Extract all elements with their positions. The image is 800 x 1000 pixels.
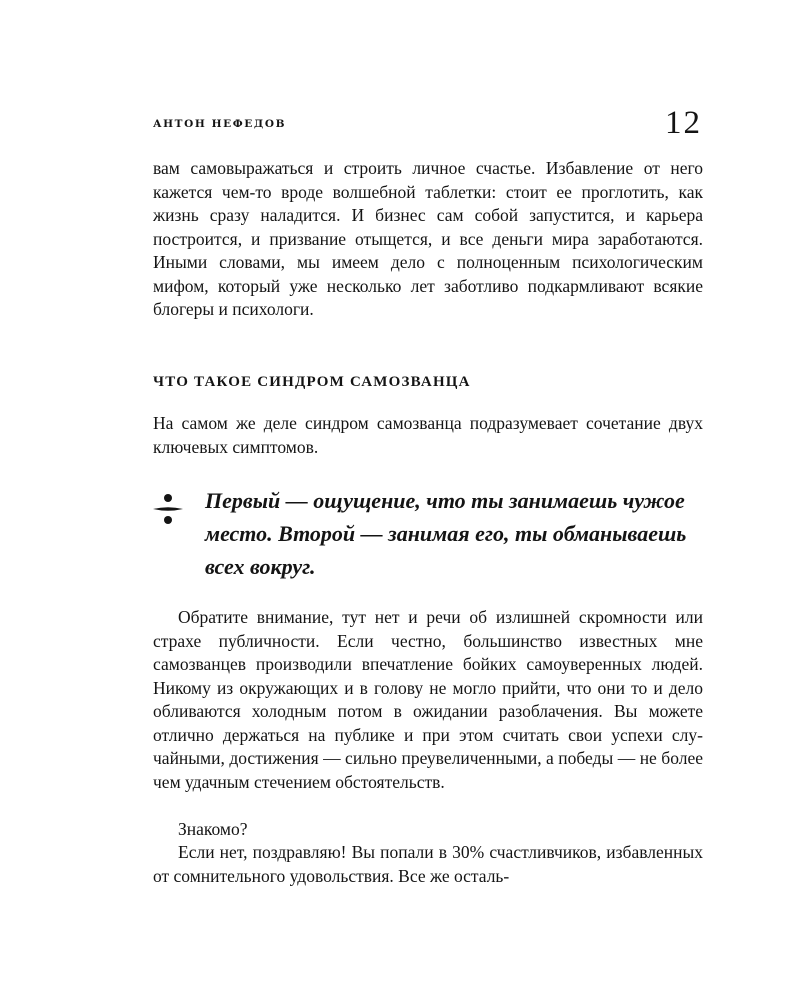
paragraph-text: Если нет, поздравляю! Вы попали в 30% счастливчиков, избавленных от сомнительного удовольствия. Все же осталь- [153, 842, 703, 886]
paragraph-text: Обратите внимание, тут нет и речи об излишней скромности или страхе публичности. Если честно, большинство известных мне самозванцев производили впечатление бойких самоуверенных людей. Никому из окружающих и в голову не могло прийти, что они то и дело обливаются холодным потом в ожидании разоблачения. Вы можете отлично держаться на публике и при этом считать свои успехи случайными, достижения — сильно преувеличенными, а победы — не более чем удачным стечением обстоятельств. [153, 607, 703, 792]
paragraph-text: вам самовыражаться и строить личное счастье. Избавление от него кажется чем-то вроде волшебной таблетки: стоит ее проглотить, как жизнь сразу наладится. И бизнес сам собой запустится, и карьера построится, и призвание отыщется, и все деньги мира заработаются. Иными словами, мы имеем дело с полноценным психологическим мифом, который уже несколько лет заботливо подкармливают всякие блогеры и психологи. [153, 158, 703, 319]
paragraph-observation [153, 606, 703, 794]
running-header-author: АНТОН НЕФЕДОВ [153, 118, 287, 130]
callout-quote: Первый — ощущение, что ты занимаешь чужое место. Второй — занимая его, ты обманываешь всех вокруг. [205, 488, 687, 579]
paragraph-text: Знакомо? [178, 819, 248, 839]
paragraph-intro [153, 157, 703, 322]
paragraph-definition [153, 412, 703, 459]
paragraph-congrats [153, 841, 703, 888]
page-number: 12 [665, 105, 702, 141]
paragraph-text: На самом же деле синдром самозванца подразумевает сочетание двух ключевых симптомов. [153, 413, 703, 457]
paragraph-question [153, 818, 703, 842]
division-icon [151, 492, 185, 526]
section-heading: ЧТО ТАКОЕ СИНДРОМ САМОЗВАНЦА [153, 374, 471, 390]
